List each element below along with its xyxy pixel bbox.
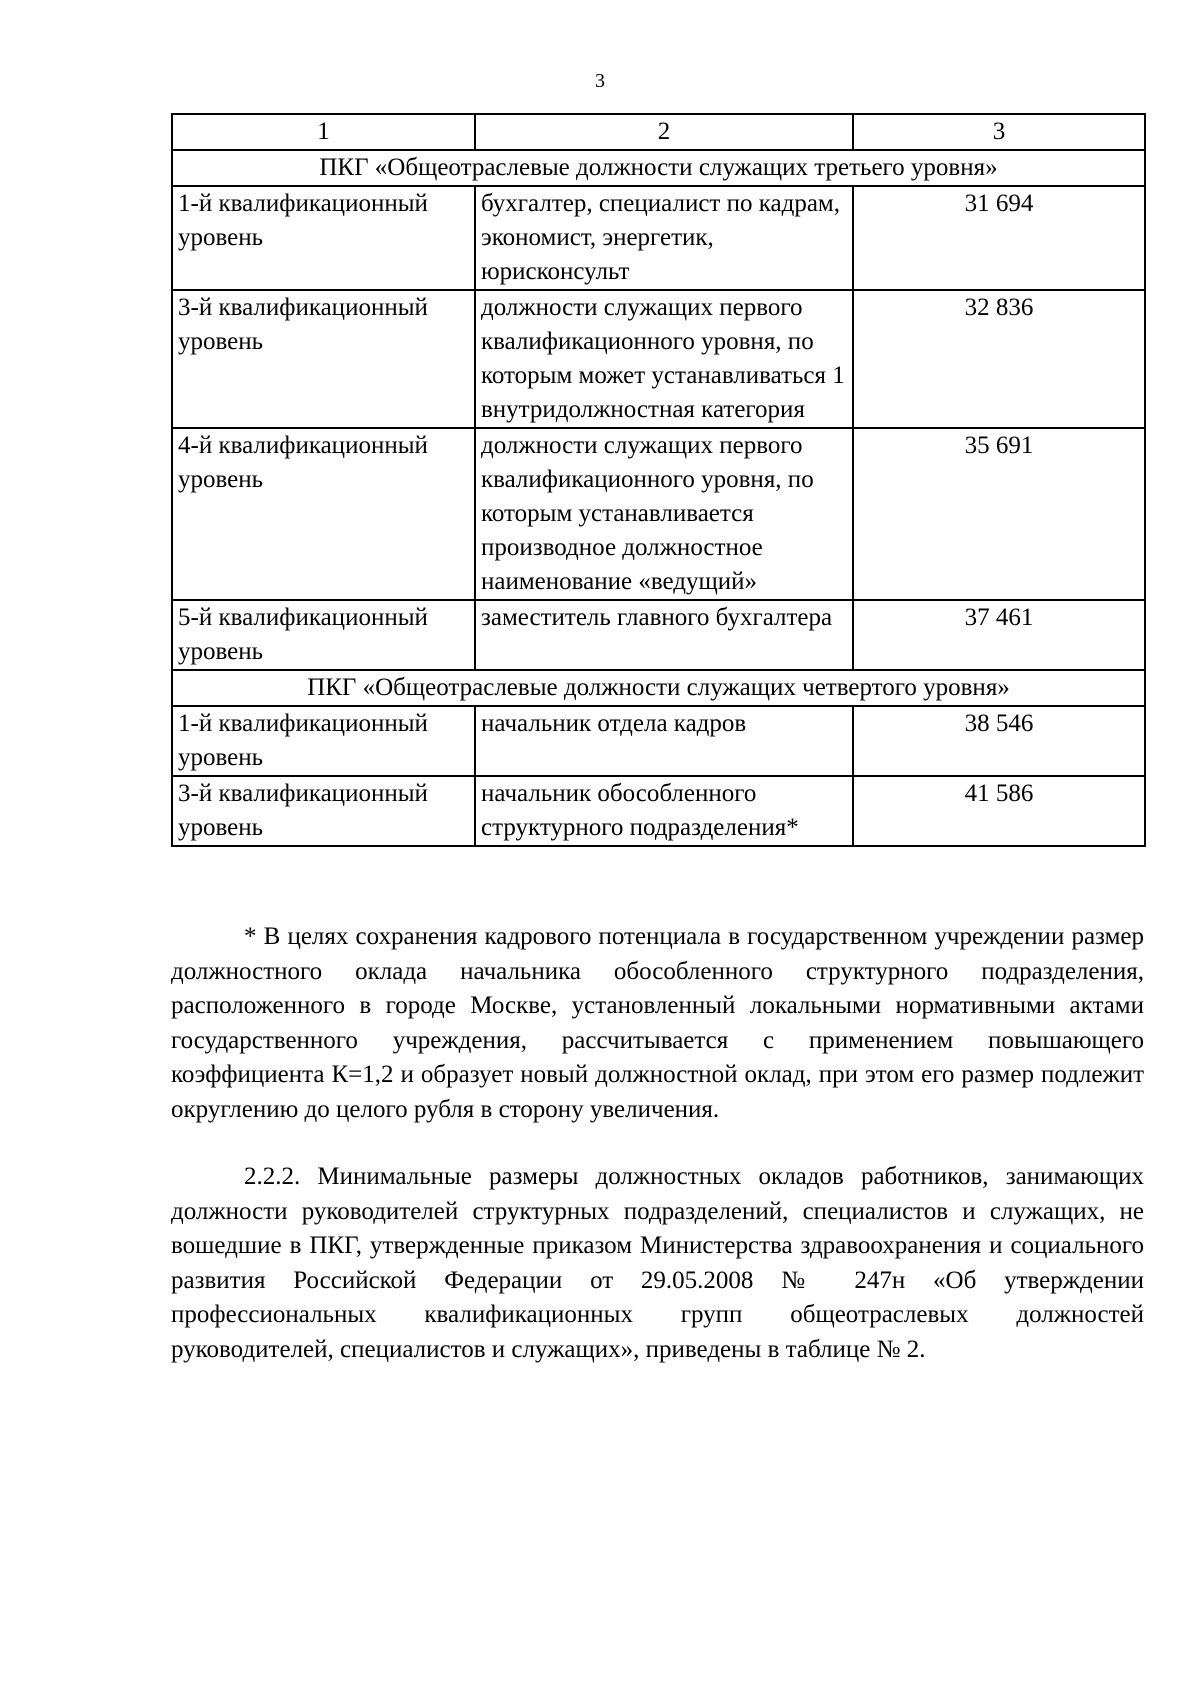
qualification-level: 3-й квалификационный уровень [172, 290, 475, 428]
table-row [172, 428, 1145, 600]
salary: 41 586 [853, 776, 1145, 846]
table-row [172, 290, 1145, 428]
salary-table [171, 113, 1146, 847]
column-header-1: 1 [172, 114, 475, 150]
table-header-row [172, 114, 1145, 150]
group-title-row [172, 670, 1145, 706]
salary: 38 546 [853, 706, 1145, 776]
page-number: 3 [595, 70, 605, 92]
group-title: ПКГ «Общеотраслевые должности служащих третьего уровня» [172, 150, 1145, 186]
qualification-level: 1-й квалификационный уровень [172, 706, 475, 776]
salary: 37 461 [853, 600, 1145, 670]
qualification-level: 5-й квалификационный уровень [172, 600, 475, 670]
salary: 32 836 [853, 290, 1145, 428]
table-row [172, 600, 1145, 670]
qualification-level: 1-й квалификационный уровень [172, 186, 475, 290]
salary: 35 691 [853, 428, 1145, 600]
column-header-2: 2 [475, 114, 853, 150]
group-title-row [172, 150, 1145, 186]
positions: заместитель главного бухгалтера [475, 600, 853, 670]
footnote-paragraph: * В целях сохранения кадрового потенциала в государственном учреждении размер должностного оклада начальника обособленного структурного подразделения, расположенного в городе Москве, установленный локальными нормативными актами государственного учреждения, рассчитывается с применением повышающего коэффициента К=1,2 и образует новый должностной оклад, при этом его размер подлежит округлению до целого рубля в сторону увеличения. [171, 923, 1144, 1123]
table-row [172, 776, 1145, 846]
qualification-level: 3-й квалификационный уровень [172, 776, 475, 846]
table-row [172, 706, 1145, 776]
body-paragraph: 2.2.2. Минимальные размеры должностных окладов работников, занимающих должности руководителей структурных подразделений, специалистов и служащих, не вошедшие в ПКГ, утвержденные приказом Министерства здравоохранения и социального развития Российской Федерации от 29.05.2008 № 247н «Об утверждении профессиональных квалификационных групп общеотраслевых должностей руководителей, специалистов и служащих», приведены в таблице № 2. [171, 1163, 1144, 1363]
column-header-3: 3 [853, 114, 1145, 150]
table-row [172, 186, 1145, 290]
positions: бухгалтер, специалист по кадрам, экономист, энергетик, юрисконсульт [475, 186, 853, 290]
salary: 31 694 [853, 186, 1145, 290]
positions: должности служащих первого квалификационного уровня, по которым устанавливается производное должностное наименование «ведущий» [475, 428, 853, 600]
group-title: ПКГ «Общеотраслевые должности служащих четвертого уровня» [172, 670, 1145, 706]
positions: начальник отдела кадров [475, 706, 853, 776]
qualification-level: 4-й квалификационный уровень [172, 428, 475, 600]
positions: начальник обособленного структурного подразделения* [475, 776, 853, 846]
positions: должности служащих первого квалификационного уровня, по которым может устанавливаться 1 внутридолжностная категория [475, 290, 853, 428]
